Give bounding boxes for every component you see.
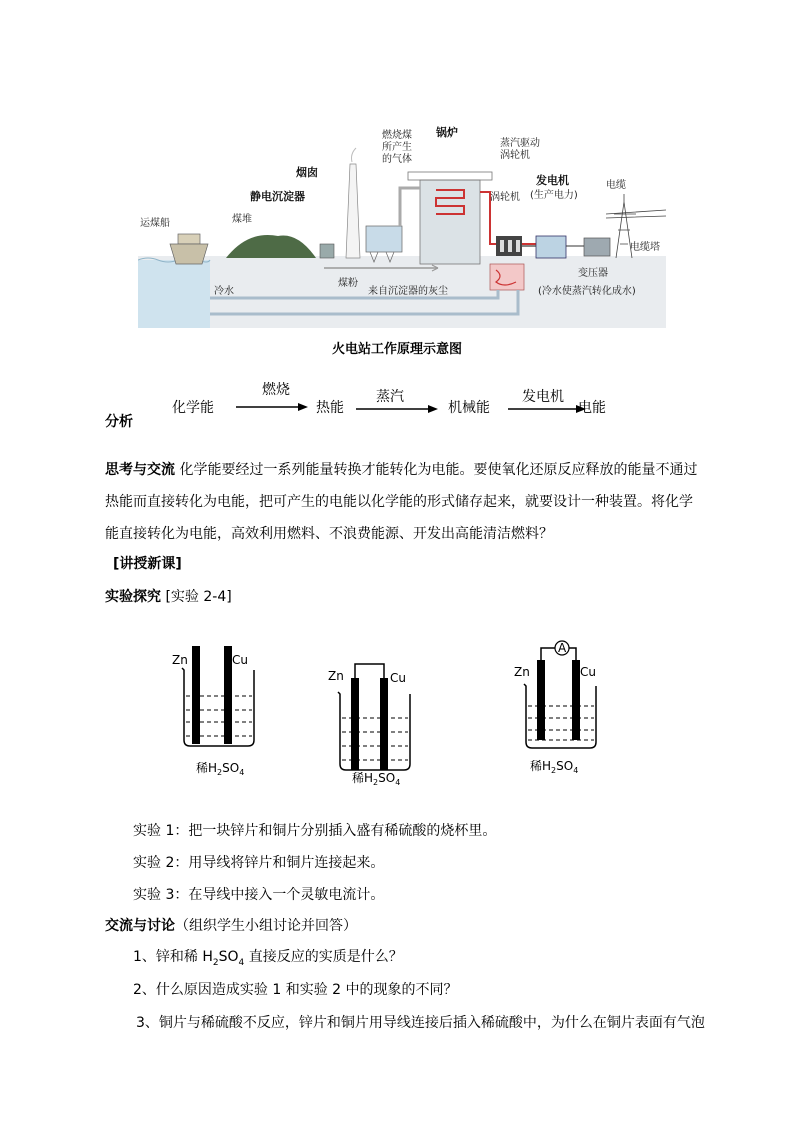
beaker-experiment-2 [324,656,428,796]
solution-label: 稀$H_2SO_4$ [530,759,579,775]
condenser-icon [490,264,524,290]
copper-plate [224,646,232,744]
lecture-heading: [讲授新课] [113,556,182,572]
beaker-icon [338,692,410,770]
zinc-plate [351,678,359,770]
label-flue-gas-1: 燃烧煤 [382,130,412,141]
experiment-steps [133,815,496,911]
beaker-icon [524,684,596,748]
zn-label: Zn [514,665,530,679]
coal-ship-icon [170,234,208,264]
beaker-experiment-3 [510,632,614,776]
label-boiler: 锅炉 [436,126,458,139]
think-label: 思考与交流 [105,462,175,478]
experiment-label: 实验探究 [105,589,161,605]
turbine-icon [496,236,522,256]
label-electrostatic: 静电沉淀器 [250,190,305,203]
think-line-2: 热能而直接转化为电能，把可产生的电能以化学能的形式储存起来，就要设计一种装置。将化学 [105,494,693,510]
flow-arrow-1 [236,400,308,414]
zinc-plate [192,646,200,744]
flow-step-heat: 热能 [316,400,344,416]
discussion-question-1: 1、锌和稀 $H_2SO_4$ 直接反应的实质是什么？ [133,949,403,968]
boiler-icon [408,172,492,264]
label-condense: (冷水使蒸汽转化成水) [538,286,636,297]
solution-label: 稀$H_2SO_4$ [352,771,401,787]
solution-label: 稀$H_2SO_4$ [196,761,245,777]
experiment-step-3: 实验 3：在导线中接入一个灵敏电流计。 [133,887,385,903]
flow-arrow-label-generator: 发电机 [522,389,564,405]
flow-step-electric: 电能 [578,400,606,416]
diagram-caption: 火电站工作原理示意图 [331,342,462,357]
discussion-question-3: 3、铜片与稀硫酸不反应，锌片和铜片用导线连接后插入稀硫酸中，为什么在铜片表面有气泡 [136,1015,705,1031]
label-tower: 电缆塔 [630,242,660,253]
flow-step-mechanical: 机械能 [448,400,490,416]
think-paragraph [105,454,705,550]
coal-pile-icon [226,235,316,258]
label-chimney: 烟囱 [296,166,318,179]
zinc-plate [537,660,545,740]
label-ash: 来自沉淀器的灰尘 [368,286,448,297]
label-turbine-drive-2: 涡轮机 [500,150,530,161]
label-generator-sub: (生产电力) [530,190,578,201]
label-cable: 电缆 [606,180,626,191]
think-line-3: 能直接转化为电能，高效利用燃料、不浪费能源、开发出高能清洁燃料？ [105,526,553,542]
label-ship: 运煤船 [140,218,170,229]
chimney-icon [346,148,360,258]
label-turbine-drive-1: 蒸汽驱动 [500,138,540,149]
label-transformer: 变压器 [578,268,608,279]
copper-plate [380,678,388,770]
experiment-ref: [实验 2-4] [165,589,232,605]
think-line-1: 化学能要经过一系列能量转换才能转化为电能。要使氧化还原反应释放的能量不通过 [179,462,698,478]
label-flue-gas-2: 所产生 [382,142,412,153]
analysis-label: 分析 [105,414,133,430]
discussion-question-2: 2、什么原因造成实验 1 和实验 2 中的现象的不同？ [133,982,458,998]
experiment-step-2: 实验 2：用导线将锌片和铜片连接起来。 [133,855,385,871]
beaker-experiment-1 [168,640,272,780]
cu-label: Cu [580,665,596,679]
transformer-icon [566,238,610,256]
label-coal-powder: 煤粉 [338,278,358,289]
flow-arrow-label-steam: 蒸汽 [376,389,404,405]
flow-arrow-3 [508,402,586,416]
experiment-step-1: 实验 1：把一块锌片和铜片分别插入盛有稀硫酸的烧杯里。 [133,823,497,839]
discussion-label: 交流与讨论 [105,918,175,934]
label-generator: 发电机 [536,174,569,187]
power-station-diagram [138,118,666,328]
discussion-note: （组织学生小组讨论并回答） [175,918,357,934]
generator-icon [522,236,566,258]
flow-step-chemical: 化学能 [172,400,214,416]
copper-plate [572,660,580,740]
experiment-header [105,581,232,613]
cu-label: Cu [232,653,248,667]
discussion-header [105,910,357,942]
flow-arrow-label-burn: 燃烧 [262,382,290,398]
zn-label: Zn [328,669,344,683]
label-turbine: 涡轮机 [490,192,520,203]
label-flue-gas-3: 的气体 [382,154,412,165]
label-coal-pile: 煤堆 [232,214,252,225]
wire [355,664,384,678]
label-cold-water: 冷水 [214,286,234,297]
ammeter-label: A [558,641,567,655]
zn-label: Zn [172,653,188,667]
flow-arrow-2 [356,402,438,416]
water [138,260,210,328]
cu-label: Cu [390,671,406,685]
